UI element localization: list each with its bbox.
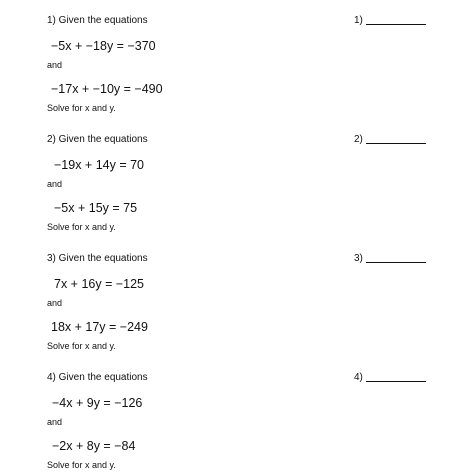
problem-prompt: 1) Given the equations (47, 15, 148, 26)
solve-instruction: Solve for x and y. (47, 341, 116, 351)
answer-blank[interactable] (366, 381, 426, 382)
equation-2: −2x + 8y = −84 (52, 439, 136, 453)
equation-1: −19x + 14y = 70 (54, 158, 145, 172)
answer-blank[interactable] (366, 262, 426, 263)
equation-1: −4x + 9y = −126 (52, 396, 143, 410)
problem-prompt: 2) Given the equations (47, 134, 148, 145)
answer-blank[interactable] (366, 24, 426, 25)
answer-label: 3) (354, 253, 363, 264)
answer-label: 1) (354, 15, 363, 26)
connector-and: and (47, 298, 63, 308)
problem-prompt: 4) Given the equations (47, 372, 148, 383)
problem-3 (0, 238, 474, 356)
answer-label: 2) (354, 134, 363, 145)
equation-1: 7x + 16y = −125 (54, 277, 145, 291)
answer-blank[interactable] (366, 143, 426, 144)
problem-prompt: 3) Given the equations (47, 253, 148, 264)
problem-1 (0, 0, 474, 118)
solve-instruction: Solve for x and y. (47, 460, 116, 470)
answer-label: 4) (354, 372, 363, 383)
connector-and: and (47, 60, 63, 70)
connector-and: and (47, 179, 63, 189)
connector-and: and (47, 417, 63, 427)
solve-instruction: Solve for x and y. (47, 222, 116, 232)
problem-4 (0, 357, 474, 475)
equation-1: −5x + −18y = −370 (51, 39, 156, 53)
problem-2 (0, 119, 474, 237)
equation-2: −17x + −10y = −490 (51, 82, 163, 96)
solve-instruction: Solve for x and y. (47, 103, 116, 113)
equation-2: −5x + 15y = 75 (54, 201, 138, 215)
equation-2: 18x + 17y = −249 (51, 320, 148, 334)
